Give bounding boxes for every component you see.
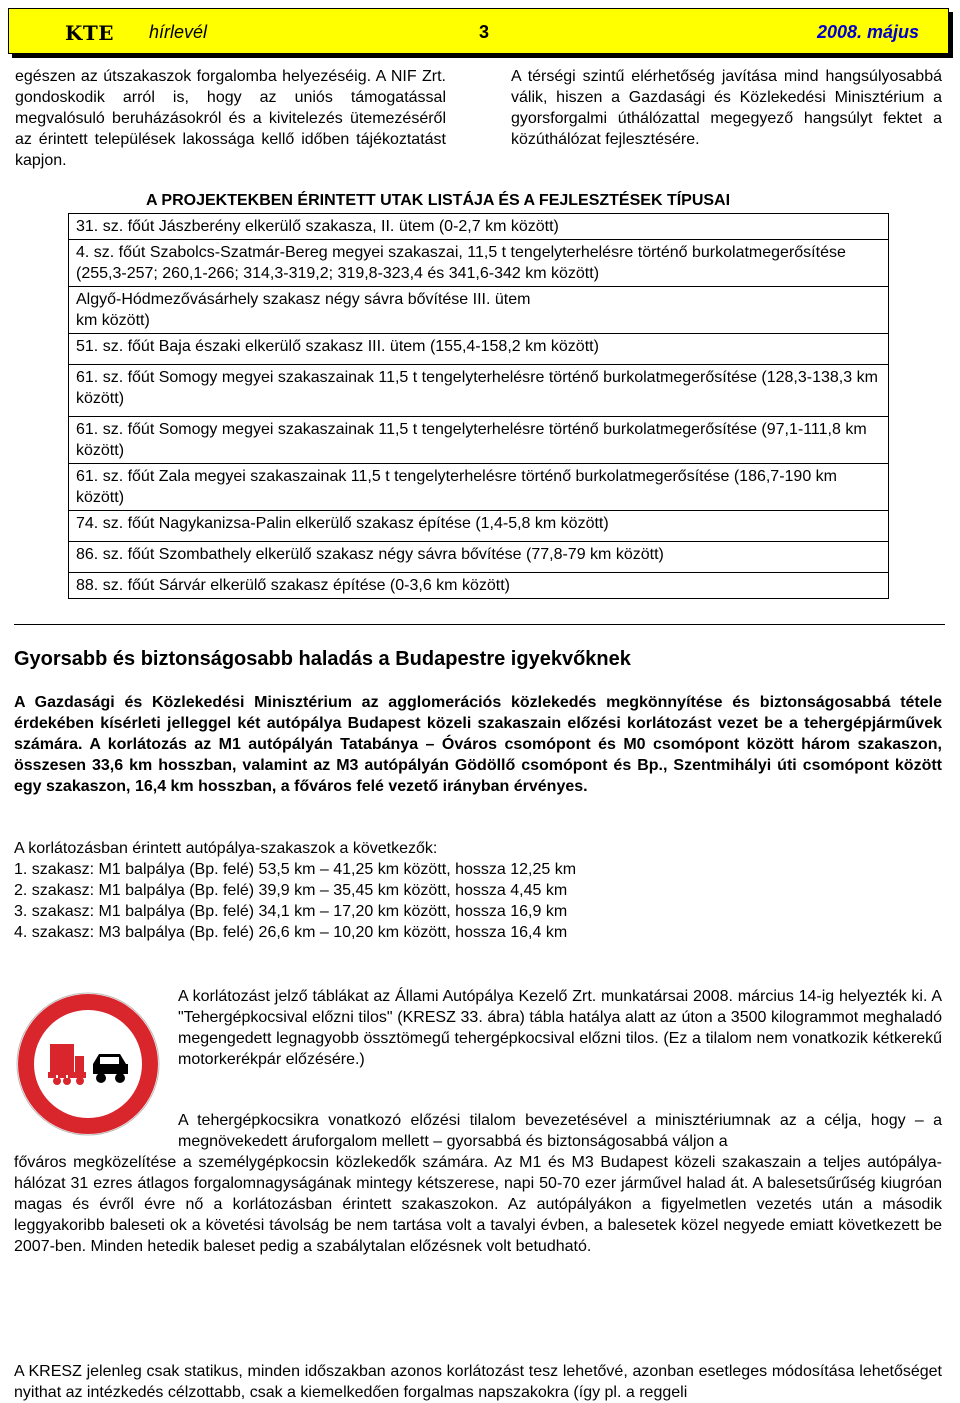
table-row: [69, 287, 889, 334]
final-paragraph: A KRESZ jelenleg csak statikus, minden időszakban azonos korlátozást tesz lehetővé, azonban esetleges módosítása lehetőséget nyithat az intézkedés célzottabb, csak a kiemelkedően forgalmas napszakokra (így pl. a reggeli: [14, 1363, 942, 1401]
list-item: 3. szakasz: M1 balpálya (Bp. felé) 34,1 km – 17,20 km között, hossza 16,9 km: [14, 903, 568, 920]
table-row: [69, 334, 889, 365]
table-row: [69, 240, 889, 287]
project-table-title: A PROJEKTEKBEN ÉRINTETT UTAK LISTÁJA ÉS A FEJLESZTÉSEK TÍPUSAI: [146, 192, 731, 209]
table-cell: 61. sz. főút Somogy megyei szakaszainak 11,5 t tengelyterhelésre történő burkolatmegerősítése (128,3-138,3 km között): [69, 365, 889, 417]
table-cell: 88. sz. főút Sárvár elkerülő szakasz építése (0-3,6 km között): [69, 573, 889, 599]
table-cell: 61. sz. főút Somogy megyei szakaszainak 11,5 t tengelyterhelésre történő burkolatmegerősítése (97,1-111,8 km között): [69, 417, 889, 464]
sign-paragraph: A korlátozást jelző táblákat az Állami Autópálya Kezelő Zrt. munkatársai 2008. március 14-ig helyezték ki. A "Tehergépkocsival előzni tilos" (KRESZ 33. ábra) tábla hatálya alatt az úton a 3500 kilogrammot meghaladó megengedett legnagyobb össztömegű tehergépkocsival előzni tilos. (Ez a tilalom nem vonatkozik kétkerekű motorkerékpár előzésére.): [178, 988, 942, 1068]
project-roads-table: [68, 213, 889, 599]
list-item: 1. szakasz: M1 balpálya (Bp. felé) 53,5 km – 41,25 km között, hossza 12,25 km: [14, 861, 577, 878]
list-item: 2. szakasz: M1 balpálya (Bp. felé) 39,9 km – 35,45 km között, hossza 4,45 km: [14, 882, 568, 899]
newsletter-header: [8, 8, 949, 54]
table-cell: 74. sz. főút Nagykanizsa-Palin elkerülő szakasz építése (1,4-5,8 km között): [69, 511, 889, 542]
table-row: [69, 417, 889, 464]
list-item: 4. szakasz: M3 balpálya (Bp. felé) 26,6 km – 10,20 km között, hossza 16,4 km: [14, 924, 568, 941]
table-cell: Algyő-Hódmezővásárhely szakasz négy sávra bővítése III. ütem km között): [69, 287, 889, 334]
right-column-text: A térségi szintű elérhetőség javítása mind hangsúlyosabbá válik, hiszen a Gazdasági és Közlekedési Minisztérium a gyorsforgalmi úthálózattal megegyező hangsúlyt fektet a közúthálózat fejlesztésére.: [511, 68, 942, 148]
table-row: [69, 365, 889, 417]
purpose-paragraph-start: A tehergépkocsikra vonatkozó előzési tilalom bevezetésével a minisztériumnak az a célja, hogy – a megnövekedett áruforgalom mellett – gyorsabbá és biztonságosabbá váljon a: [178, 1112, 942, 1150]
table-cell: 86. sz. főút Szombathely elkerülő szakasz négy sávra bővítése (77,8-79 km között): [69, 542, 889, 573]
table-cell: 4. sz. főút Szabolcs-Szatmár-Bereg megyei szakaszai, 11,5 t tengelyterhelésre történő burkolatmegerősítése (255,3-257; 260,1-266; 314,3-319,2; 319,8-323,4 és 341,6-342 km között): [69, 240, 889, 287]
brand-subtitle: hírlevél: [149, 22, 208, 42]
no-overtaking-by-trucks-sign-icon: [14, 990, 162, 1138]
left-column-text: egészen az útszakaszok forgalomba helyezéséig. A NIF Zrt. gondoskodik arról is, hogy az uniós támogatással megvalósuló beruházásokról és a kivitelezés ütemezéséről az érintett települések lakossága kellő időben tájékoztatást kapjon.: [15, 68, 446, 169]
section-divider: [14, 624, 945, 625]
article-title: Gyorsabb és biztonságosabb haladás a Budapestre igyekvőknek: [14, 648, 631, 670]
page-number: 3: [479, 22, 490, 42]
table-row: [69, 542, 889, 573]
restricted-sections-list: [14, 859, 576, 943]
issue-date: 2008. május: [817, 22, 920, 42]
table-row: [69, 214, 889, 240]
brand-name: KTE: [65, 21, 115, 45]
purpose-paragraph-continued: főváros megközelítése a személygépkocsin közlekedők számára. Az M1 és M3 Budapest közeli szakaszain a teljes autópálya-hálózat 31 ezres átlagos forgalomnagyságának mintegy kétszerese, napi 50-70 ezer járművel halad át. A balesetsűrűség kiugróan magas és évről évre nő a korlátozásban érintett szakaszokon. Az autópályákon a figyelmetlen vezetés után a második leggyakoribb baleseti ok a követési távolság be nem tartása volt a tavalyi évben, a balesetek közel negyede emiatt következett be 2007-ben. Minden hetedik baleset pedig a szabálytalan előzésnek volt betudható.: [14, 1154, 942, 1255]
table-cell: 61. sz. főút Zala megyei szakaszainak 11,5 t tengelyterhelésre történő burkolatmegerősítése (186,7-190 km között): [69, 464, 889, 511]
table-row: [69, 511, 889, 542]
sections-intro: A korlátozásban érintett autópálya-szakaszok a következők:: [14, 840, 438, 857]
article-lead: A Gazdasági és Közlekedési Minisztérium az agglomerációs közlekedés megkönnyítése és biztonságosabbá tétele érdekében kísérleti jelleggel két autópálya Budapest közeli szakaszain előzési korlátozást vezet be a tehergépjárművek számára. A korlátozás az M1 autópályán Tatabánya – Óváros csomópont és M0 csomópont között három szakaszon, összesen 33,6 km hosszban, valamint az M3 autópályán Gödöllő csomópont és Bp., Szentmihályi úti csomópont között egy szakaszon, 16,4 km hosszban, a főváros felé vezető irányban érvényes.: [14, 694, 942, 795]
table-cell: 51. sz. főút Baja északi elkerülő szakasz III. ütem (155,4-158,2 km között): [69, 334, 889, 365]
table-row: [69, 464, 889, 511]
table-row: [69, 573, 889, 599]
table-cell: 31. sz. főút Jászberény elkerülő szakasza, II. ütem (0-2,7 km között): [69, 214, 889, 240]
